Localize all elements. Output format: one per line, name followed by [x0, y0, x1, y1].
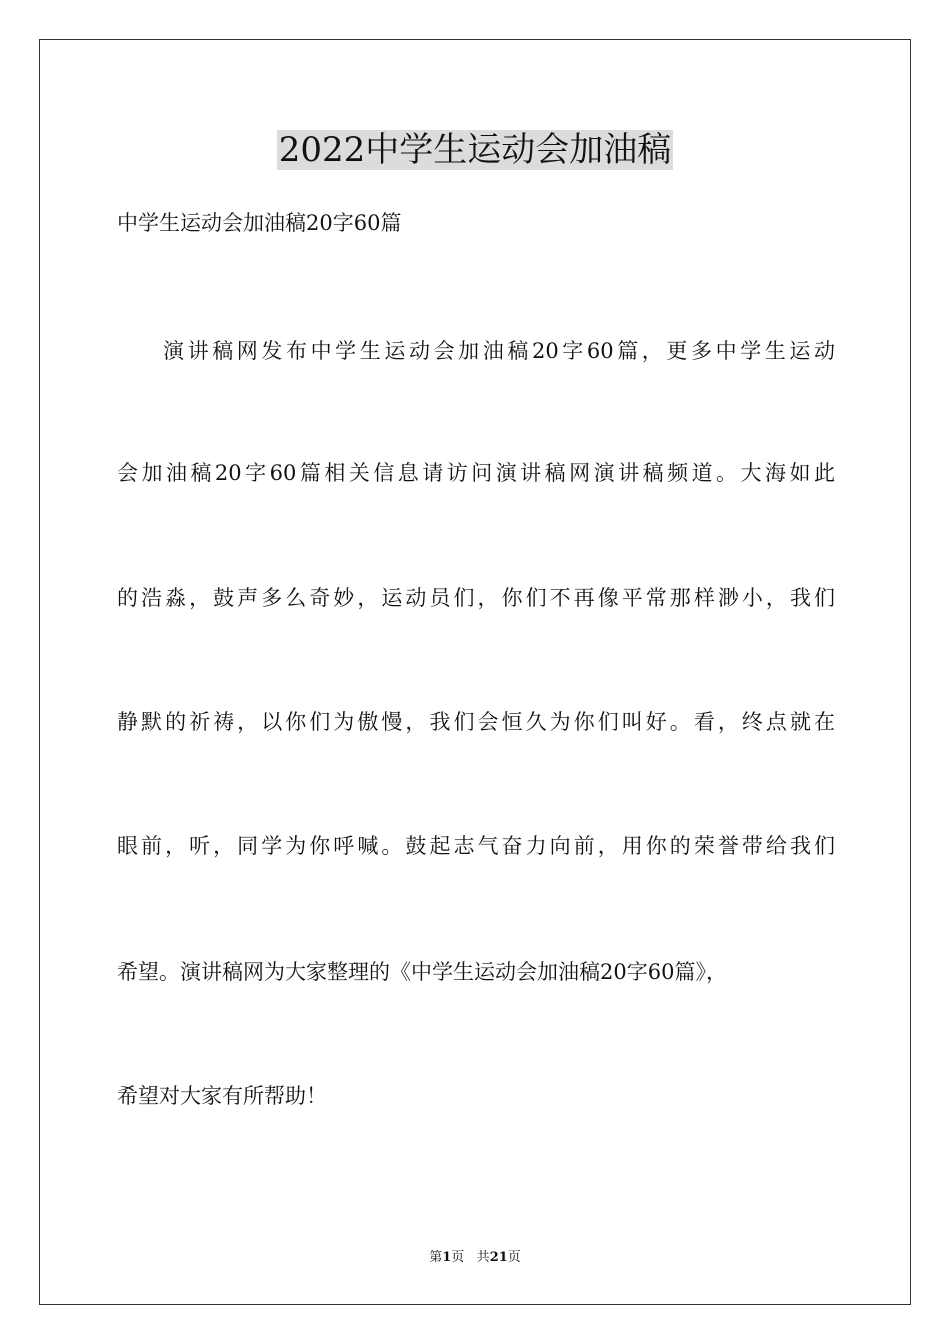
footer-total-prefix: 共 [476, 1250, 490, 1265]
footer-page-suffix: 页 [451, 1250, 465, 1265]
footer-total-suffix: 页 [507, 1250, 521, 1265]
footer-page-prefix: 第 [429, 1250, 443, 1265]
document-subtitle: 中学生运动会加油稿20字60篇 [117, 211, 402, 235]
body-line-4: 静默的祈祷，以你们为傲慢，我们会恒久为你们叫好。看，终点就在 [117, 710, 835, 734]
page-footer [0, 1249, 950, 1267]
body-line-1: 演讲稿网发布中学生运动会加油稿20字60篇，更多中学生运动 [163, 339, 835, 363]
body-line-2: 会加油稿20字60篇相关信息请访问演讲稿网演讲稿频道。大海如此 [117, 461, 835, 485]
body-line-6: 希望。演讲稿网为大家整理的《中学生运动会加油稿20字60篇》， [117, 960, 727, 984]
document-title [0, 127, 950, 173]
document-title-text: 2022中学生运动会加油稿 [278, 130, 672, 170]
body-line-5: 眼前，听，同学为你呼喊。鼓起志气奋力向前，用你的荣誉带给我们 [117, 834, 835, 858]
body-line-7: 希望对大家有所帮助！ [117, 1084, 327, 1108]
footer-current-page: 1 [442, 1250, 452, 1265]
footer-total-pages: 21 [489, 1250, 508, 1265]
body-line-3: 的浩淼，鼓声多么奇妙，运动员们，你们不再像平常那样渺小，我们 [117, 586, 835, 610]
